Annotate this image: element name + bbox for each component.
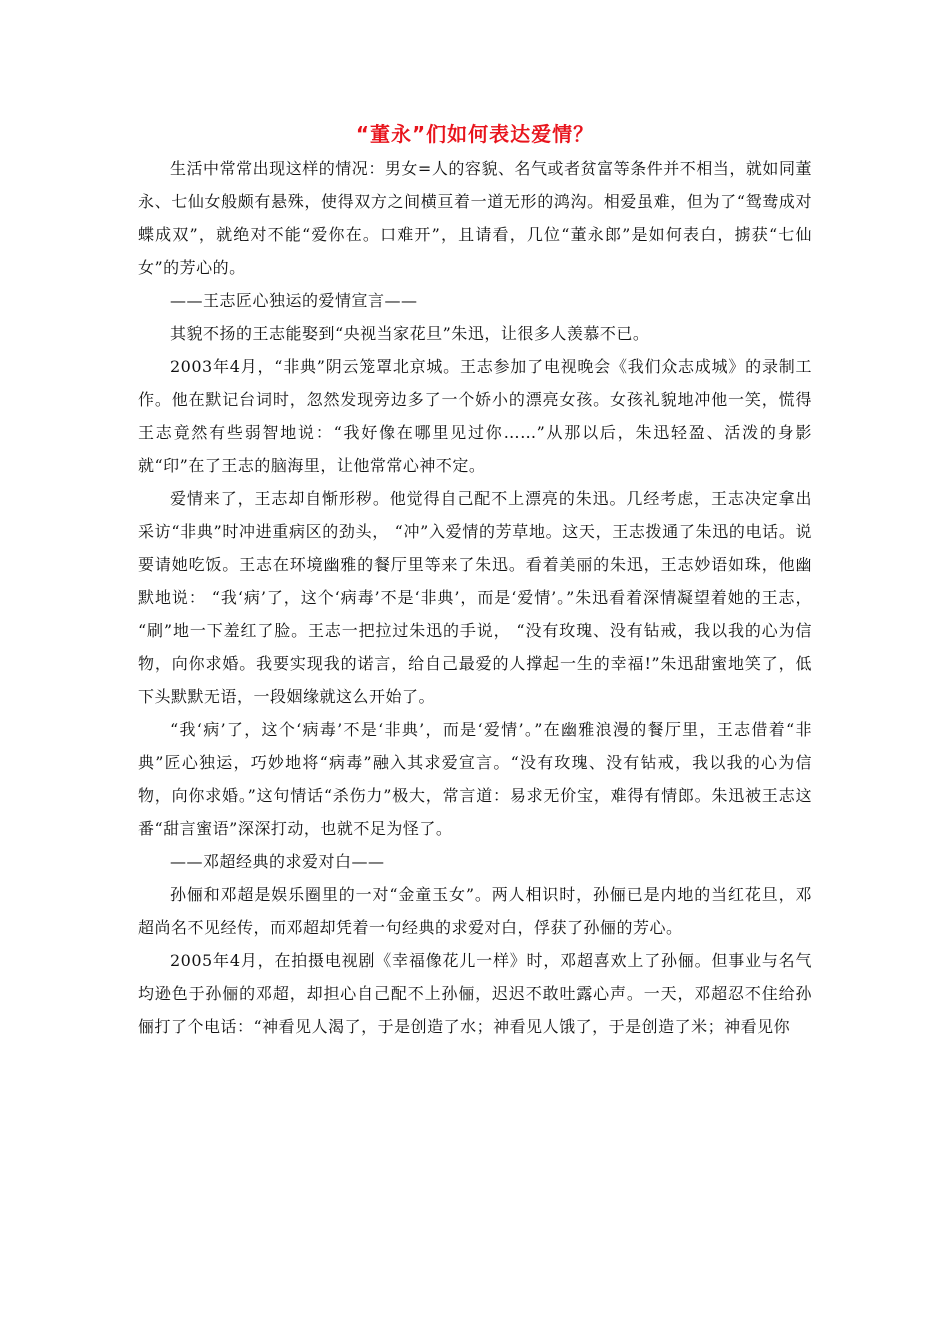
paragraph: 孙俪和邓超是娱乐圈里的一对“金童玉女”。两人相识时，孙俪已是内地的当红花旦，邓超尚名不见经传，而邓超却凭着一句经典的求爱对白，俘获了孙俪的芳心。: [138, 885, 812, 937]
section-heading-dengchao: ——邓超经典的求爱对白——: [170, 852, 385, 871]
section-heading-wangzhi: ——王志匠心独运的爱情宣言——: [170, 291, 418, 310]
paragraph: 2005年4月，在拍摄电视剧《幸福像花儿一样》时，邓超喜欢上了孙俪。但事业与名气均逊色于孙俪的邓超，却担心自己配不上孙俪，迟迟不敢吐露心声。一天，邓超忍不住给孙俪打了个电话：“神看见人渴了，于是创造了水；神看见人饿了，于是创造了米；神看见你: [138, 951, 812, 1036]
document-body: [138, 118, 812, 1043]
paragraph: “我‘病’了，这个‘病毒’不是‘非典’，而是‘爱情’。”在幽雅浪漫的餐厅里，王志借着“非典”匠心独运，巧妙地将“病毒”融入其求爱宣言。“没有玫瑰、没有钻戒，我以我的心为信物，向你求婚。”这句情话“杀伤力”极大，常言道：易求无价宝，难得有情郎。朱迅被王志这番“甜言蜜语”深深打动，也就不足为怪了。: [138, 720, 812, 838]
paragraph: 爱情来了，王志却自惭形秽。他觉得自己配不上漂亮的朱迅。几经考虑，王志决定拿出采访“非典”时冲进重病区的劲头， “冲”入爱情的芳草地。这天，王志拨通了朱迅的电话。说要请她吃饭。王志在环境幽雅的餐厅里等来了朱迅。看着美丽的朱迅，王志妙语如珠，他幽默地说： “我‘病’了，这个‘病毒’不是‘非典’，而是‘爱情’。”朱迅看着深情凝望着她的王志， “刷”地一下羞红了脸。王志一把拉过朱迅的手说， “没有玫瑰、没有钻戒，我以我的心为信物，向你求婚。我要实现我的诺言，给自己最爱的人撑起一生的幸福!”朱迅甜蜜地笑了，低下头默默无语，一段姻缘就这么开始了。: [138, 489, 812, 706]
paragraph-intro: 生活中常常出现这样的情况：男女=人的容貌、名气或者贫富等条件并不相当，就如同董永、七仙女般颇有悬殊，使得双方之间横亘着一道无形的鸿沟。相爱虽难，但为了“鸳鸯成对蝶成双”，就绝对不能“爱你在。口难开”，且请看，几位“董永郎”是如何表白，掳获“七仙女”的芳心的。: [138, 159, 812, 277]
paragraph: 其貌不扬的王志能娶到“央视当家花旦”朱迅，让很多人羡慕不已。: [170, 324, 650, 343]
paragraph: 2003年4月，“非典”阴云笼罩北京城。王志参加了电视晚会《我们众志成城》的录制工作。他在默记台词时，忽然发现旁边多了一个娇小的漂亮女孩。女孩礼貌地冲他一笑，慌得王志竟然有些弱智地说：“我好像在哪里见过你……”从那以后，朱迅轻盈、活泼的身影就“印”在了王志的脑海里，让他常常心神不定。: [138, 357, 812, 475]
document-title: “董永”们如何表达爱情？: [355, 122, 595, 146]
